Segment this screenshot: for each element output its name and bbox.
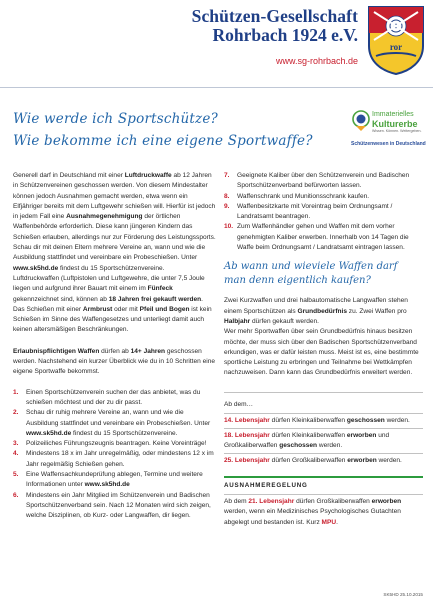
list-item: 1. Einen Sportschützenverein suchen der das anbietet, was du schießen möchtest und der zu dir passt. bbox=[13, 388, 201, 406]
footer-note: SK5HD 25.10.2015 bbox=[383, 592, 423, 597]
paragraph-ausnahme: Ab dem 21. Lebensjahr dürfen Großkaliberwaffen erworben werden, wenn ein Medizinisches Psychologisches Gutachten abgelegt und bestanden ist. Kurz MPU. bbox=[224, 498, 402, 526]
paragraph-luftdruck: Generell darf in Deutschland mit einer Luftdruckwaffe ab 12 Jahren in Schützenvereinen geschossen werden. Von diesem Mindestalter können jedoch Ausnahmen gemacht werden, etwa wenn ein Elfjähriger bereits mit dem Luftgewehr schießen will. Hierfür ist jedoch in jedem Fall eine Ausnahmegenehmigung der örtlichen Waffenbehörde erforderlich. Diese kann jüngeren Kindern das Schießen erlauben, allerdings nur zur Förderung des Leistungssports. bbox=[13, 172, 216, 241]
club-crest-icon bbox=[366, 4, 426, 76]
kulturerbe-line-3: Wissen. Können. Weitergeben. bbox=[372, 129, 422, 133]
age-row-14: 14. Lebensjahr dürfen Kleinkaliberwaffen geschossen werden. bbox=[224, 416, 410, 424]
subtitle-waffen-kaufen: Ab wann und wieviele Waffen darf man denn eigentlich kaufen? bbox=[224, 261, 398, 287]
website-link[interactable]: www.sg-rohrbach.de bbox=[275, 56, 358, 66]
age-row-25: 25. Lebensjahr dürfen Großkaliberwaffen erworben werden. bbox=[224, 457, 402, 465]
steps-list-left bbox=[13, 388, 217, 522]
kulturerbe-line-1: Immaterielles bbox=[372, 111, 414, 118]
list-item: 10. Zum Waffenhändler gehen und Waffen mit dem vorher genehmigten Kaliber erwerben. Innerhalb von 14 Tagen die Waffe beim Ordnungsamt / Landratsamt eintragen lassen. bbox=[224, 223, 409, 252]
kulturerbe-icon bbox=[352, 110, 370, 132]
paragraph-vereine: Schau dir mit deinen Eltern mehrere Vereine an, wann und wie die Ausbildung stattfindet und vereinbare ein Probeschießen. Unter www.sk5hd.de findest du 15 Sportschützenvereine. bbox=[13, 244, 206, 272]
header-divider bbox=[0, 87, 433, 88]
list-item: 6. Mindestens ein Jahr Mitglied im Schützenverein und Badischen Sportschützenverband sein. Nach 12 Monaten wird sich zeigen, welche Disziplinen, ob Kurz- oder Langwaffen, dir liegen. bbox=[13, 491, 211, 520]
title-line-1: Wie werde ich Sportschütze? bbox=[13, 111, 218, 127]
list-item: 8. Waffenschrank und Munitionsschrank kaufen. bbox=[224, 192, 370, 200]
ausnahme-heading: AUSNAHMEREGELUNG bbox=[224, 482, 308, 490]
list-item: 2. Schau dir ruhig mehrere Vereine an, wann und wie die Ausbildung stattfindet und vereinbare ein Probeschießen. Unter www.sk5hd.de findest du 15 Sportschützenvereine. bbox=[13, 409, 211, 437]
page-title bbox=[13, 108, 325, 152]
age-row-18: 18. Lebensjahr dürfen Kleinkaliberwaffen erworben und Großkaliberwaffen geschossen werden. bbox=[224, 431, 390, 450]
list-item: 3. Polizeiliches Führungszeugnis beantragen. Keine Voreinträge! bbox=[13, 440, 207, 448]
section-divider bbox=[224, 392, 423, 393]
ausnahme-divider bbox=[224, 476, 423, 478]
left-column bbox=[13, 171, 217, 522]
kulturerbe-line-2: Kulturerbe bbox=[372, 119, 418, 129]
list-item: 9. Waffenbesitzkarte mit Voreintrag beim Ordnungsamt / Landratsamt beantragen. bbox=[224, 202, 393, 221]
title-line-2: Wie bekomme ich eine eigene Sportwaffe? bbox=[13, 133, 313, 149]
paragraph-armbrust: Das Schießen mit einer Armbrust oder mit Pfeil und Bogen ist kein Schießen im Sinne des Waffengesetzes und unterliegt damit auch keinen altersmäßigen Beschränkungen. bbox=[13, 305, 212, 334]
list-item: 5. Eine Waffensachkundeprüfung ablegen, Termine und weitere Informationen unter www.sk5hd.de bbox=[13, 471, 203, 489]
kulturerbe-line-4: Schützenwesen in Deutschland bbox=[351, 141, 426, 147]
paragraph-grundbeduerfnis: Zwei Kurzwaffen und drei halbautomatische Langwaffen stehen einem Sportschützen als Grundbedürfnis zu. Zwei Waffen pro Halbjahr dürfen gekauft werden. bbox=[224, 297, 408, 325]
ab-dem-label: Ab dem… bbox=[224, 400, 254, 408]
sk5hd-link[interactable]: www.sk5hd.de bbox=[13, 264, 59, 272]
list-item: 7. Geeignete Kaliber über den Schützenverein und Badischen Sportschützenverband befürworten lassen. bbox=[224, 172, 410, 190]
row-divider bbox=[224, 494, 423, 495]
paragraph-mehr-waffen: Wer mehr Sportwaffen über sein Grundbedürfnis hinaus besitzen möchte, der muss sich über den Badischen Sportschützenverband erkundigen, was er dafür leisten muss. Meist ist es, eine bestimmte sportliche Leistung zu erbringen und Teilnahme bei Wettkämpfen nachzuweisen. Dann kann das Grundbedürfnis erweitert werden. bbox=[224, 328, 419, 377]
paragraph-erlaubnispflichtig: Erlaubnispflichtigen Waffen dürfen ab 14+ Jahren geschossen werden. Nachstehend ein kurzer Überblick wie du in 10 Schritten eine eigene Sportwaffe bekommst. bbox=[13, 347, 215, 376]
crest-lettering: ror bbox=[389, 42, 403, 52]
steps-list-right bbox=[224, 171, 423, 253]
organization-name bbox=[130, 7, 358, 45]
right-column bbox=[224, 171, 423, 528]
list-item: 4. Mindestens 18 x im Jahr unregelmäßig, oder mindestens 12 x im Jahr regelmäßig Schießen gehen. bbox=[13, 450, 214, 468]
paragraph-luftdruckwaffen: Luftdruckwaffen (Luftpistolen und Luftgewehre, die unter 7,5 Joule liegen und aufgrund ihrer Bauart mit einem im Fünfeck gekennzeichnet sind, können ab 18 Jahren frei gekauft werden. bbox=[13, 274, 205, 303]
org-line-1: Schützen-Gesellschaft bbox=[191, 6, 358, 26]
org-line-2: Rohrbach 1924 e.V. bbox=[212, 25, 358, 45]
kulturerbe-logo bbox=[350, 108, 426, 152]
